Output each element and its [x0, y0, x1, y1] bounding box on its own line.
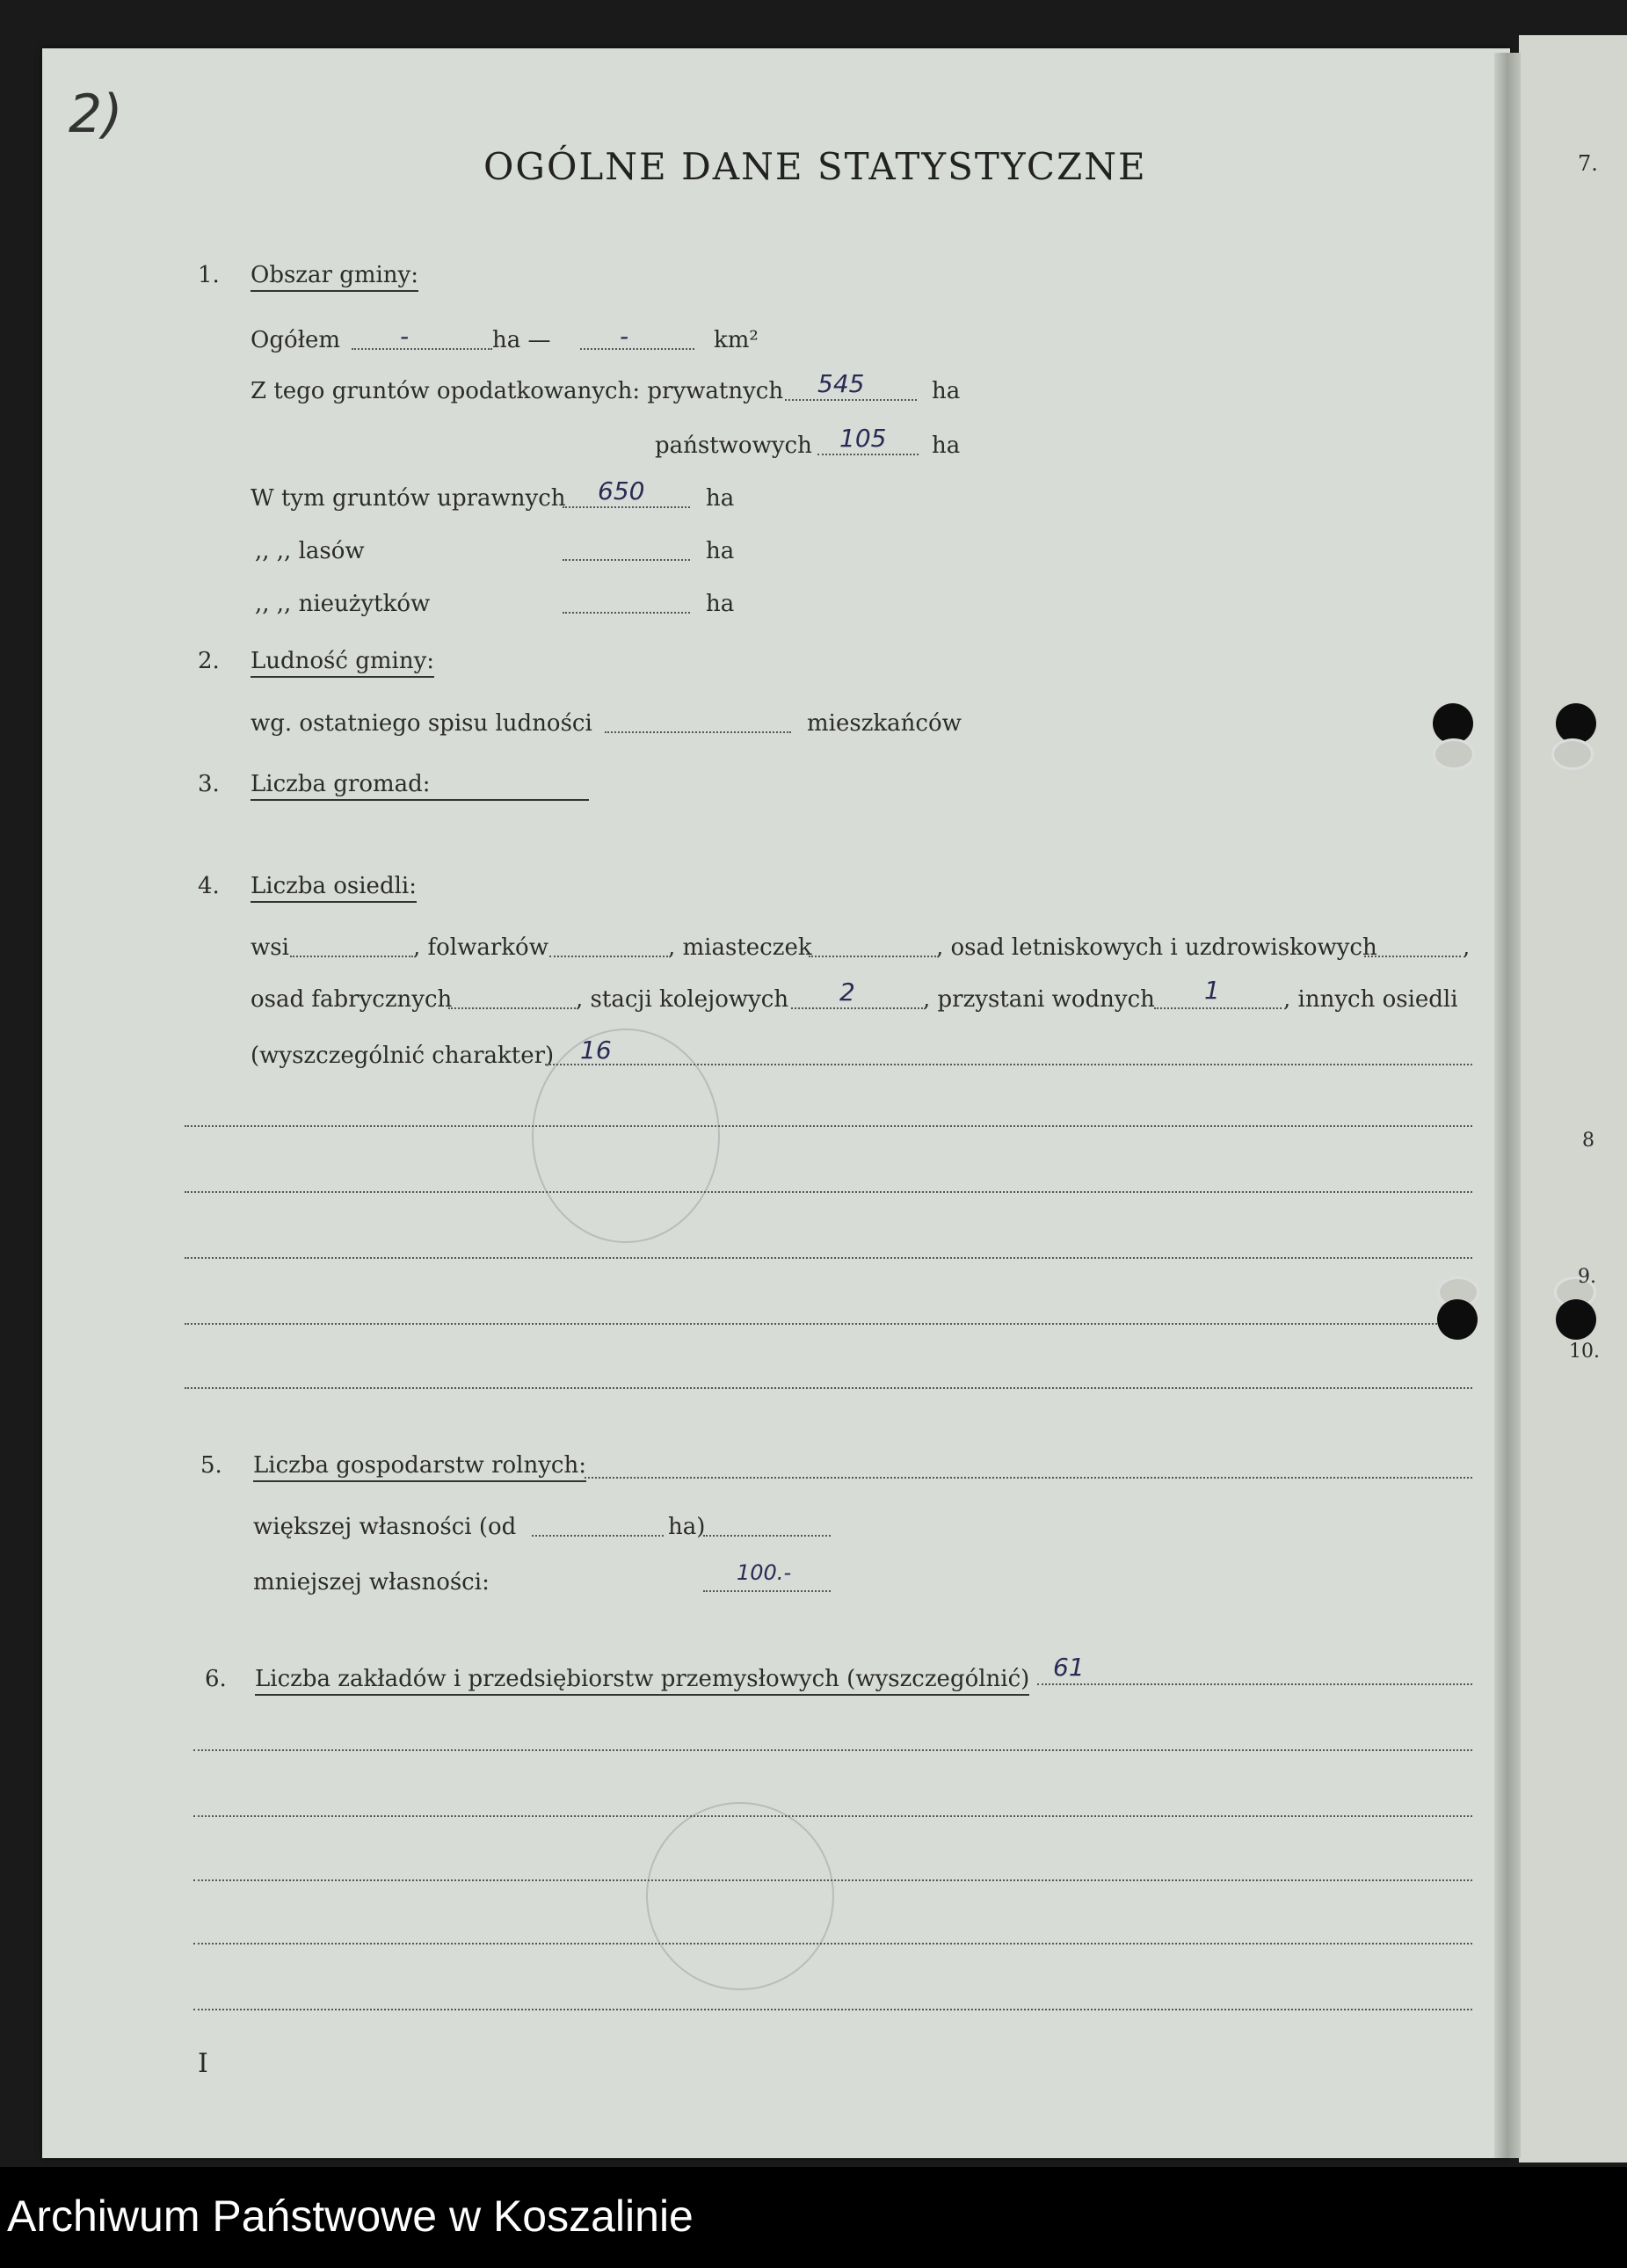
next-page-number: 7.	[1578, 151, 1598, 176]
unit-label: ha	[706, 591, 735, 617]
unit-label: ha	[932, 378, 961, 404]
fill-line	[532, 1535, 664, 1537]
fill-line	[193, 1879, 1472, 1881]
handwritten-value: 61	[1053, 1653, 1085, 1682]
punch-hole	[1556, 703, 1596, 744]
field-label: W tym gruntów uprawnych	[251, 485, 566, 512]
handwritten-value: -	[620, 322, 629, 351]
handwritten-value: 650	[598, 476, 645, 505]
field-label: , stacji kolejowych	[576, 986, 789, 1013]
fill-line	[193, 1749, 1472, 1751]
unit-label: ha —	[492, 327, 551, 353]
handwritten-value: 100.-	[737, 1560, 792, 1585]
fill-line	[580, 348, 694, 350]
section-heading: Liczba zakładów i przedsiębiorstw przemysłowych (wyszczególnić)	[255, 1666, 1029, 1696]
fill-line	[585, 1477, 1472, 1479]
page-marker: I	[198, 2048, 208, 2079]
unit-label: mieszkańców	[807, 710, 962, 737]
fill-line	[185, 1387, 1472, 1389]
fill-line	[1037, 1683, 1472, 1685]
fill-line	[352, 348, 492, 350]
section-heading: Obszar gminy:	[251, 262, 418, 292]
fill-line	[290, 956, 413, 957]
unit-label: ha	[932, 433, 961, 459]
section-number: 3.	[198, 771, 220, 797]
section-number: 2.	[198, 648, 220, 674]
fill-line	[448, 1007, 576, 1009]
fill-line	[193, 1943, 1472, 1945]
field-label: większej własności (od	[253, 1514, 517, 1540]
unit-label: ha)	[668, 1514, 706, 1540]
next-page-number: 9.	[1578, 1266, 1596, 1288]
field-label: osad fabrycznych	[251, 986, 453, 1013]
fill-line	[185, 1257, 1472, 1259]
field-label: , przystani wodnych	[923, 986, 1155, 1013]
punch-hole	[1437, 1299, 1478, 1340]
unit-label: ha	[706, 538, 735, 564]
fill-line	[563, 612, 690, 614]
section-heading: Ludność gminy:	[251, 648, 434, 678]
fill-line	[545, 1064, 1472, 1065]
field-label: (wyszczególnić charakter)	[251, 1043, 555, 1069]
section-number: 5.	[200, 1452, 222, 1479]
next-page-number: 10.	[1569, 1341, 1600, 1363]
section-number: 1.	[198, 262, 220, 288]
field-label: mniejszej własności:	[253, 1569, 490, 1596]
field-label: Z tego gruntów opodatkowanych: prywatnych	[251, 378, 784, 404]
fill-line	[703, 1535, 831, 1537]
fill-line	[193, 2009, 1472, 2010]
fill-line	[563, 506, 690, 508]
field-label: ,, ,, nieużytków	[255, 591, 431, 617]
fill-line	[1154, 1007, 1282, 1009]
fill-line	[785, 399, 917, 401]
section-number: 6.	[205, 1666, 227, 1692]
field-label: , osad letniskowych i uzdrowiskowych	[936, 934, 1377, 961]
fill-line	[185, 1323, 1472, 1325]
field-label: ,, ,, lasów	[255, 538, 365, 564]
margin-note: 2)	[69, 84, 123, 145]
handwritten-value: 16	[580, 1036, 612, 1065]
section-heading: Liczba osiedli:	[251, 873, 417, 903]
unit-label: km²	[714, 327, 759, 353]
punctuation: ,	[1463, 934, 1471, 961]
fill-line	[1364, 956, 1461, 957]
punch-hole	[1556, 1299, 1596, 1340]
handwritten-value: 2	[839, 978, 855, 1007]
handwritten-value: 545	[817, 369, 865, 398]
fill-line	[563, 559, 690, 561]
field-label: , miasteczek	[668, 934, 812, 961]
field-label: Ogółem	[251, 327, 341, 353]
punch-hole-ring	[1551, 738, 1594, 770]
faint-stamp	[532, 1029, 720, 1243]
field-label: , innych osiedli	[1283, 986, 1458, 1013]
section-heading: Liczba gromad:	[251, 771, 589, 801]
section-heading: Liczba gospodarstw rolnych:	[253, 1452, 586, 1482]
handwritten-value: 1	[1204, 976, 1220, 1005]
fill-line	[549, 956, 668, 957]
field-label: państwowych	[655, 433, 812, 459]
faint-stamp	[646, 1802, 834, 1990]
page-spine	[1494, 53, 1521, 2158]
handwritten-value: -	[400, 322, 410, 351]
next-page-edge	[1519, 35, 1627, 2163]
fill-line	[185, 1191, 1472, 1193]
section-number: 4.	[198, 873, 220, 899]
fill-line	[791, 1007, 923, 1009]
unit-label: ha	[706, 485, 735, 512]
handwritten-value: 105	[839, 424, 887, 453]
punch-hole-ring	[1433, 738, 1475, 770]
fill-line	[193, 1815, 1472, 1817]
field-label: wg. ostatniego spisu ludności	[251, 710, 592, 737]
next-page-number: 8	[1582, 1130, 1594, 1152]
fill-line	[703, 1590, 831, 1592]
field-label: wsi	[251, 934, 289, 961]
fill-line	[809, 956, 936, 957]
field-label: , folwarków	[413, 934, 548, 961]
page-title: OGÓLNE DANE STATYSTYCZNE	[483, 145, 1147, 188]
fill-line	[605, 731, 791, 733]
fill-line	[817, 454, 919, 455]
fill-line	[185, 1125, 1472, 1127]
archive-name: Archiwum Państwowe w Koszalinie	[7, 2192, 694, 2241]
